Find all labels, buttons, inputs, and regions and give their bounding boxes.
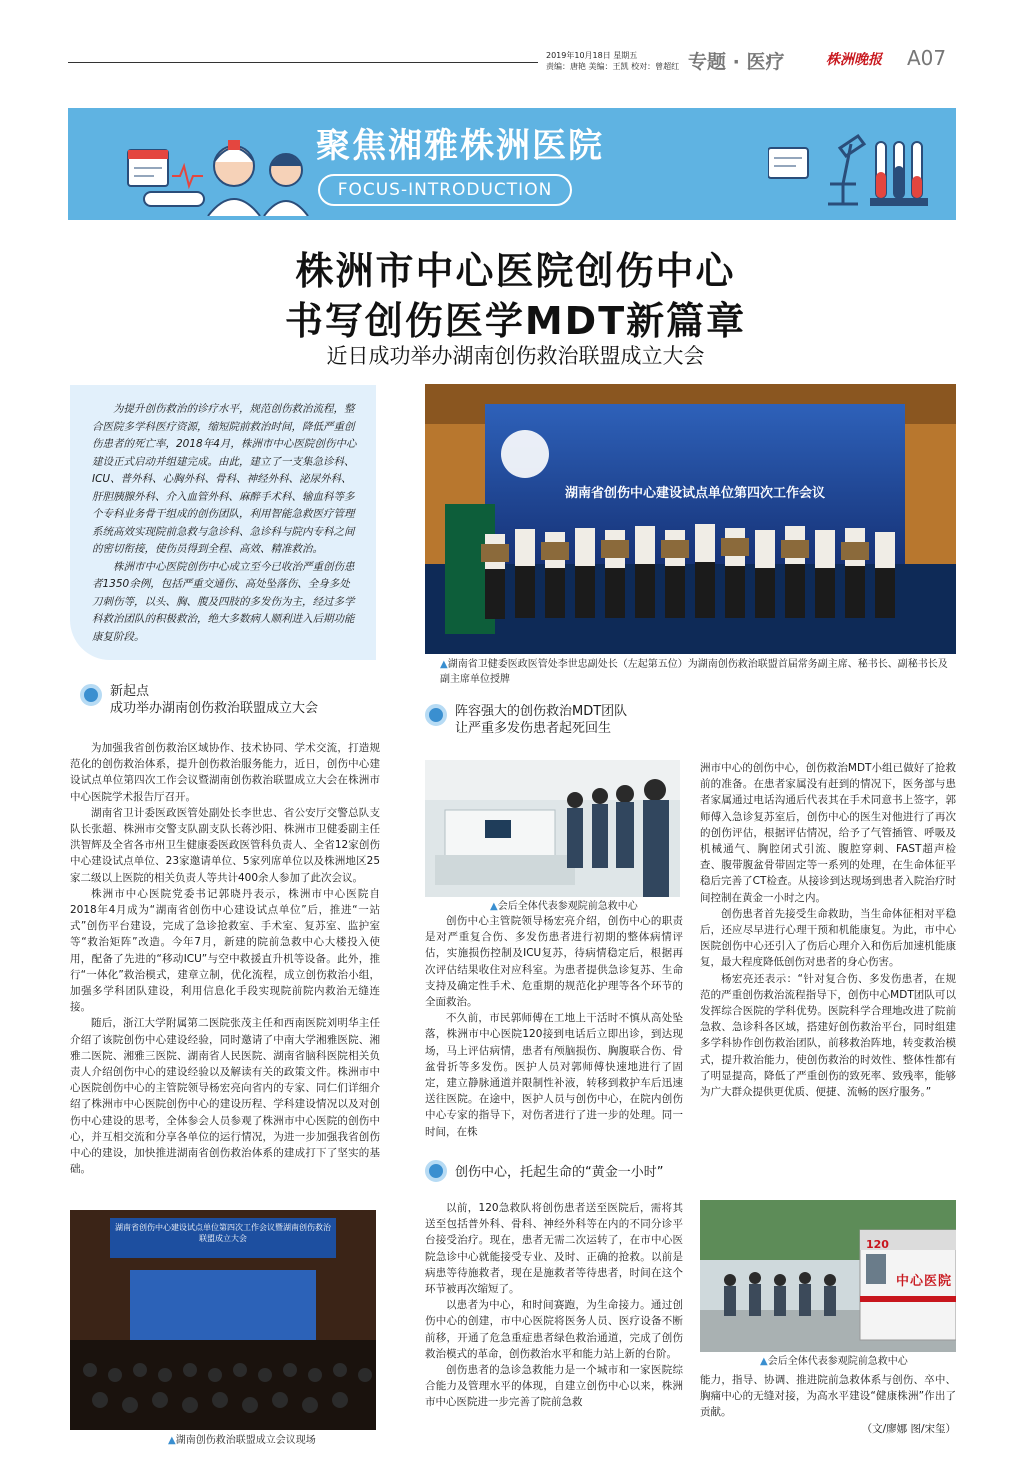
section-name: 专题 · 医疗 — [688, 51, 785, 73]
article-paragraph: 杨宏亮还表示：“针对复合伤、多发伤患者，在规范的严重创伤救治流程指导下，创伤中心MDT团队可以发挥综合医院的学科优势。医院科学合理地改进了院前急救、急诊科各区域，搭建好创伤救治平台，同时组建多学科协作创伤救治团队，前移救治阵地，转变救治模式，提升救治能力，使创伤救治的时效性、整体性都有了明显提高，降低了严重创伤的致死率、致残率，能够为广大群众提供更优质、便捷、流畅的医疗服务。” — [700, 972, 956, 1099]
heading-text — [455, 703, 627, 737]
forum-hall-photo — [70, 1210, 376, 1430]
article-paragraph: 创伤患者首先接受生命救助，当生命体征相对平稳后，还应尽早进行心理干预和机能康复。为此，市中心医院创伤中心还引入了伤后心理介入和伤后加速机能康复，最大程度降低创伤对患者的身心伤害。 — [700, 907, 956, 969]
article-paragraph: 以患者为中心，和时间赛跑，为生命接力。通过创伤中心的创建，市中心医院将医务人员、医疗设备不断前移，开通了危急重症患者绿色救治通道，完成了创伤救治模式的革命，创伤救治水平和能力站上新的台阶。 — [425, 1299, 683, 1360]
heading-dot-icon — [80, 684, 102, 706]
intro-box — [70, 385, 376, 660]
intro-paragraph: 株洲市中心医院创伤中心成立至今已收治严重创伤患者1350余例，包括严重交通伤、高处坠落伤、全身多处刀刺伤等，以头、胸、腹及四肢的多发伤为主，经过多学科救治团队的积极救治，绝大多数病人顺利进入后期功能康复阶段。 — [92, 560, 355, 643]
section2-right-column — [700, 760, 956, 1100]
emergency-center-visit-photo — [425, 760, 680, 897]
caption-text: 会后全体代表参观院前急救中心 — [497, 901, 638, 912]
article-paragraph: 株洲市中心医院党委书记郭晓丹表示，株洲市中心医院自2018年4月成为“湖南省创伤中心建设试点单位”后，推进“一站式”创伤平台建设，完成了急诊抢救室、手术室、复苏室、监护室等“救治矩阵”改造。今年7月，新建的院前急救中心大楼投入使用，配备了先进的“移动ICU”与空中救援直升机等设备。此外，推行“一体化”救治模式，建章立制，优化流程，成立创伤救治小组，加强多学科团队建设，利用信息化手段实现院前院内救治无缝连接。 — [70, 887, 380, 1014]
editor-credits: 责编：唐艳 美编：王凯 校对：曾超红 — [546, 62, 680, 71]
issue-date: 2019年10月18日 星期五 — [546, 51, 638, 60]
headline-line-2: 书写创伤医学MDT新篇章 — [284, 299, 747, 343]
section-heading-golden-hour — [425, 1156, 755, 1196]
article-paragraph: 随后，浙江大学附属第二医院张茂主任和西南医院刘明华主任介绍了该院创伤中心建设经验，同时邀请了中南大学湘雅医院、湘雅二医院、湘雅三医院、湖南省人民医院、湖南省脑科医院相关负责人介绍创伤中心的建设经验以及解读有关的政策文件。株洲市中心医院创伤中心的主管院领导杨宏亮向省内的专家、同仁们详细介绍了株洲市中心医院创伤中心的建设历程、学科建设情况以及对创伤中心建设的思考，全体参会人员参观了株洲市中心医院的创伤中心，并互相交流和分享各单位的运行情况，为进一步加强我省创伤中心的建设，加快推进湖南省创伤救治体系的建成打下了坚实的基础。 — [70, 1017, 380, 1176]
ambulance-visit-photo — [700, 1200, 956, 1352]
caption-text: 湖南省卫健委医政医管处李世忠副处长（左起第五位）为湖南创伤救治联盟首届常务副主席、秘书长、副秘书长及副主席单位授牌 — [440, 659, 948, 685]
screen-title: 湖南省创伤中心建设试点单位第四次工作会议 — [564, 486, 825, 501]
newspaper-logo: 株洲晚报 — [826, 52, 882, 68]
section-heading-mdt-team — [425, 700, 685, 740]
heading-line-2: 成功举办湖南创伤救治联盟成立大会 — [110, 701, 319, 716]
article-paragraph: 湖南省卫计委医政医管处副处长李世忠、省公安厅交警总队支队长张超、株洲市交警支队副支队长蒋沙阳、株洲市卫健委副主任洪智辉及全省各市州卫生健康委医政医管科负责人、全省12家创伤中心建设试点单位、23家邀请单位、5家列席单位以及株洲地区25家二级以上医院的相关负责人等共计400余人参加了此次会议。 — [70, 806, 380, 884]
headline-subtitle: 近日成功举办湖南创伤救治联盟成立大会 — [326, 344, 705, 368]
section3-closing — [700, 1372, 956, 1437]
article-paragraph: 创伤患者的急诊急救能力是一个城市和一家医院综合能力及管理水平的体现，自建立创伤中心以来，株洲市中心医院进一步完善了院前急救 — [425, 1364, 683, 1409]
ambulance-text: 中心医院 — [896, 1274, 953, 1289]
header-rule — [68, 62, 538, 63]
conference-photo — [425, 384, 956, 654]
caption-marker-icon: ▲ — [490, 901, 498, 912]
caption-text: 湖南创伤救治联盟成立会议现场 — [175, 1435, 316, 1446]
heading-text — [110, 683, 318, 717]
section1-column — [70, 740, 380, 1177]
ambulance-number: 120 — [866, 1238, 889, 1251]
heading-text: 创伤中心，托起生命的“黄金一小时” — [455, 1165, 664, 1180]
headline-line-1: 株洲市中心医院创伤中心 — [295, 249, 736, 293]
caption-marker-icon: ▲ — [760, 1356, 768, 1367]
article-paragraph: 不久前，市民郭师傅在工地上干活时不慎从高处坠落，株洲市中心医院120接到电话后立即出诊，到达现场，马上评估病情，患者有颅脑损伤、胸腹联合伤、骨盆骨折等多发伤。医护人员对郭师傅快速地进行了固定，建立静脉通道并限制性补液，转移到救护车后迅速送往医院。在途中，医护人员与创伤中心，在院内创伤中心专家的指导下，对伤者进行了进一步的处理。同一时间，在株 — [425, 1012, 683, 1138]
column-banner — [68, 108, 956, 220]
article-paragraph: 洲市中心的创伤中心，创伤救治MDT小组已做好了抢救前的准备。在患者家属没有赶到的情况下，医务部与患者家属通过电话沟通后代表其在手术同意书上签字，郭师傅入急诊复苏室后，创伤中心的医生对他进行了再次的创伤评估，根据评估情况，给予了气管插管、呼吸及机械通气、胸腔闭式引流、腹腔穿刺、FAST超声检查、腹带腹盆骨带固定等一系列的处理，在生命体征平稳后完善了CT检查。从接诊到达现场到患者入院治疗时间控制在黄金一小时之内。 — [700, 762, 956, 904]
screen-title: 湖南省创伤中心建设试点单位第四次工作会议暨湖南创伤救治联盟成立大会 — [115, 1223, 331, 1243]
banner-title: 聚焦湘雅株洲医院 — [316, 126, 604, 166]
section2-middle-column — [425, 913, 683, 1140]
article-paragraph: 为加强我省创伤救治区域协作、技术协同、学术交流，打造规范化的创伤救治体系，提升创伤救治服务能力，近日，创伤中心建设试点单位第四次工作会议暨湖南创伤救治联盟成立大会在株洲市中心医院学术报告厅召开。 — [70, 742, 380, 803]
visit-photo-caption — [490, 899, 690, 914]
section3-column — [425, 1200, 683, 1411]
doctors-illustration-icon — [124, 126, 314, 216]
caption-marker-icon: ▲ — [168, 1435, 176, 1446]
heading-line-1: 阵容强大的创伤救治MDT团队 — [455, 704, 628, 719]
ambulance-photo-caption — [760, 1354, 960, 1369]
lab-equipment-icon — [768, 118, 938, 214]
article-paragraph: 能力，指导、协调、推进院前急救体系与创伤、卒中、胸痛中心的无缝对接，为高水平建设“健康株洲”作出了贡献。 — [700, 1374, 956, 1419]
heading-dot-icon — [425, 1160, 447, 1182]
article-paragraph: 以前，120急救队将创伤患者送至医院后，需将其送至包括普外科、骨科、神经外科等在内的不同分诊平台接受治疗。现在，患者无需二次运转了，在市中心医院急诊中心就能接受专业、及时、正确的抢救。以前是病患等待施救者，现在是施救者等待患者，时间在这个环节被再次缩短了。 — [425, 1202, 683, 1296]
conference-photo-caption — [440, 657, 956, 687]
byline: （文/廖娜 图/宋玺） — [861, 1422, 956, 1435]
caption-text: 会后全体代表参观院前急救中心 — [767, 1356, 908, 1367]
page-number: A07 — [907, 46, 947, 70]
header-meta — [546, 50, 679, 72]
section-heading-new-start — [80, 680, 370, 720]
caption-marker-icon: ▲ — [440, 659, 448, 670]
intro-paragraph: 为提升创伤救治的诊疗水平，规范创伤救治流程，整合医院多学科医疗资源，缩短院前救治时间，降低严重创伤患者的死亡率，2018年4月，株洲市中心医院创伤中心建设正式启动并组建完成。由此，建立了一支集急诊科、ICU、普外科、心胸外科、骨科、神经外科、泌尿外科、肝胆胰腺外科、介入血管外科、麻醉手术科、输血科等多个专科业务骨干组成的创伤团队，利用智能急救医疗管理系统高效实现院前急救与急诊科、急诊科与院内专科之间的密切衔接，使伤员得到全程、高效、精准救治。 — [92, 403, 357, 555]
heading-line-1: 新起点 — [110, 684, 150, 699]
heading-line-2: 让严重多发伤患者起死回生 — [455, 721, 612, 736]
forum-hall-photo-caption — [168, 1433, 378, 1448]
heading-dot-icon — [425, 704, 447, 726]
article-paragraph: 创伤中心主管院领导杨宏亮介绍，创伤中心的职责是对严重复合伤、多发伤患者进行初期的整体病情评估，实施损伤控制及ICU复苏，待病情稳定后，根据再次评估结果收住对应科室。为患者提供急诊复苏、生命支持及确定性手术、危重期的规范化护理等各个环节的全面救治。 — [425, 915, 683, 1009]
banner-subtitle: FOCUS-INTRODUCTION — [318, 174, 572, 206]
